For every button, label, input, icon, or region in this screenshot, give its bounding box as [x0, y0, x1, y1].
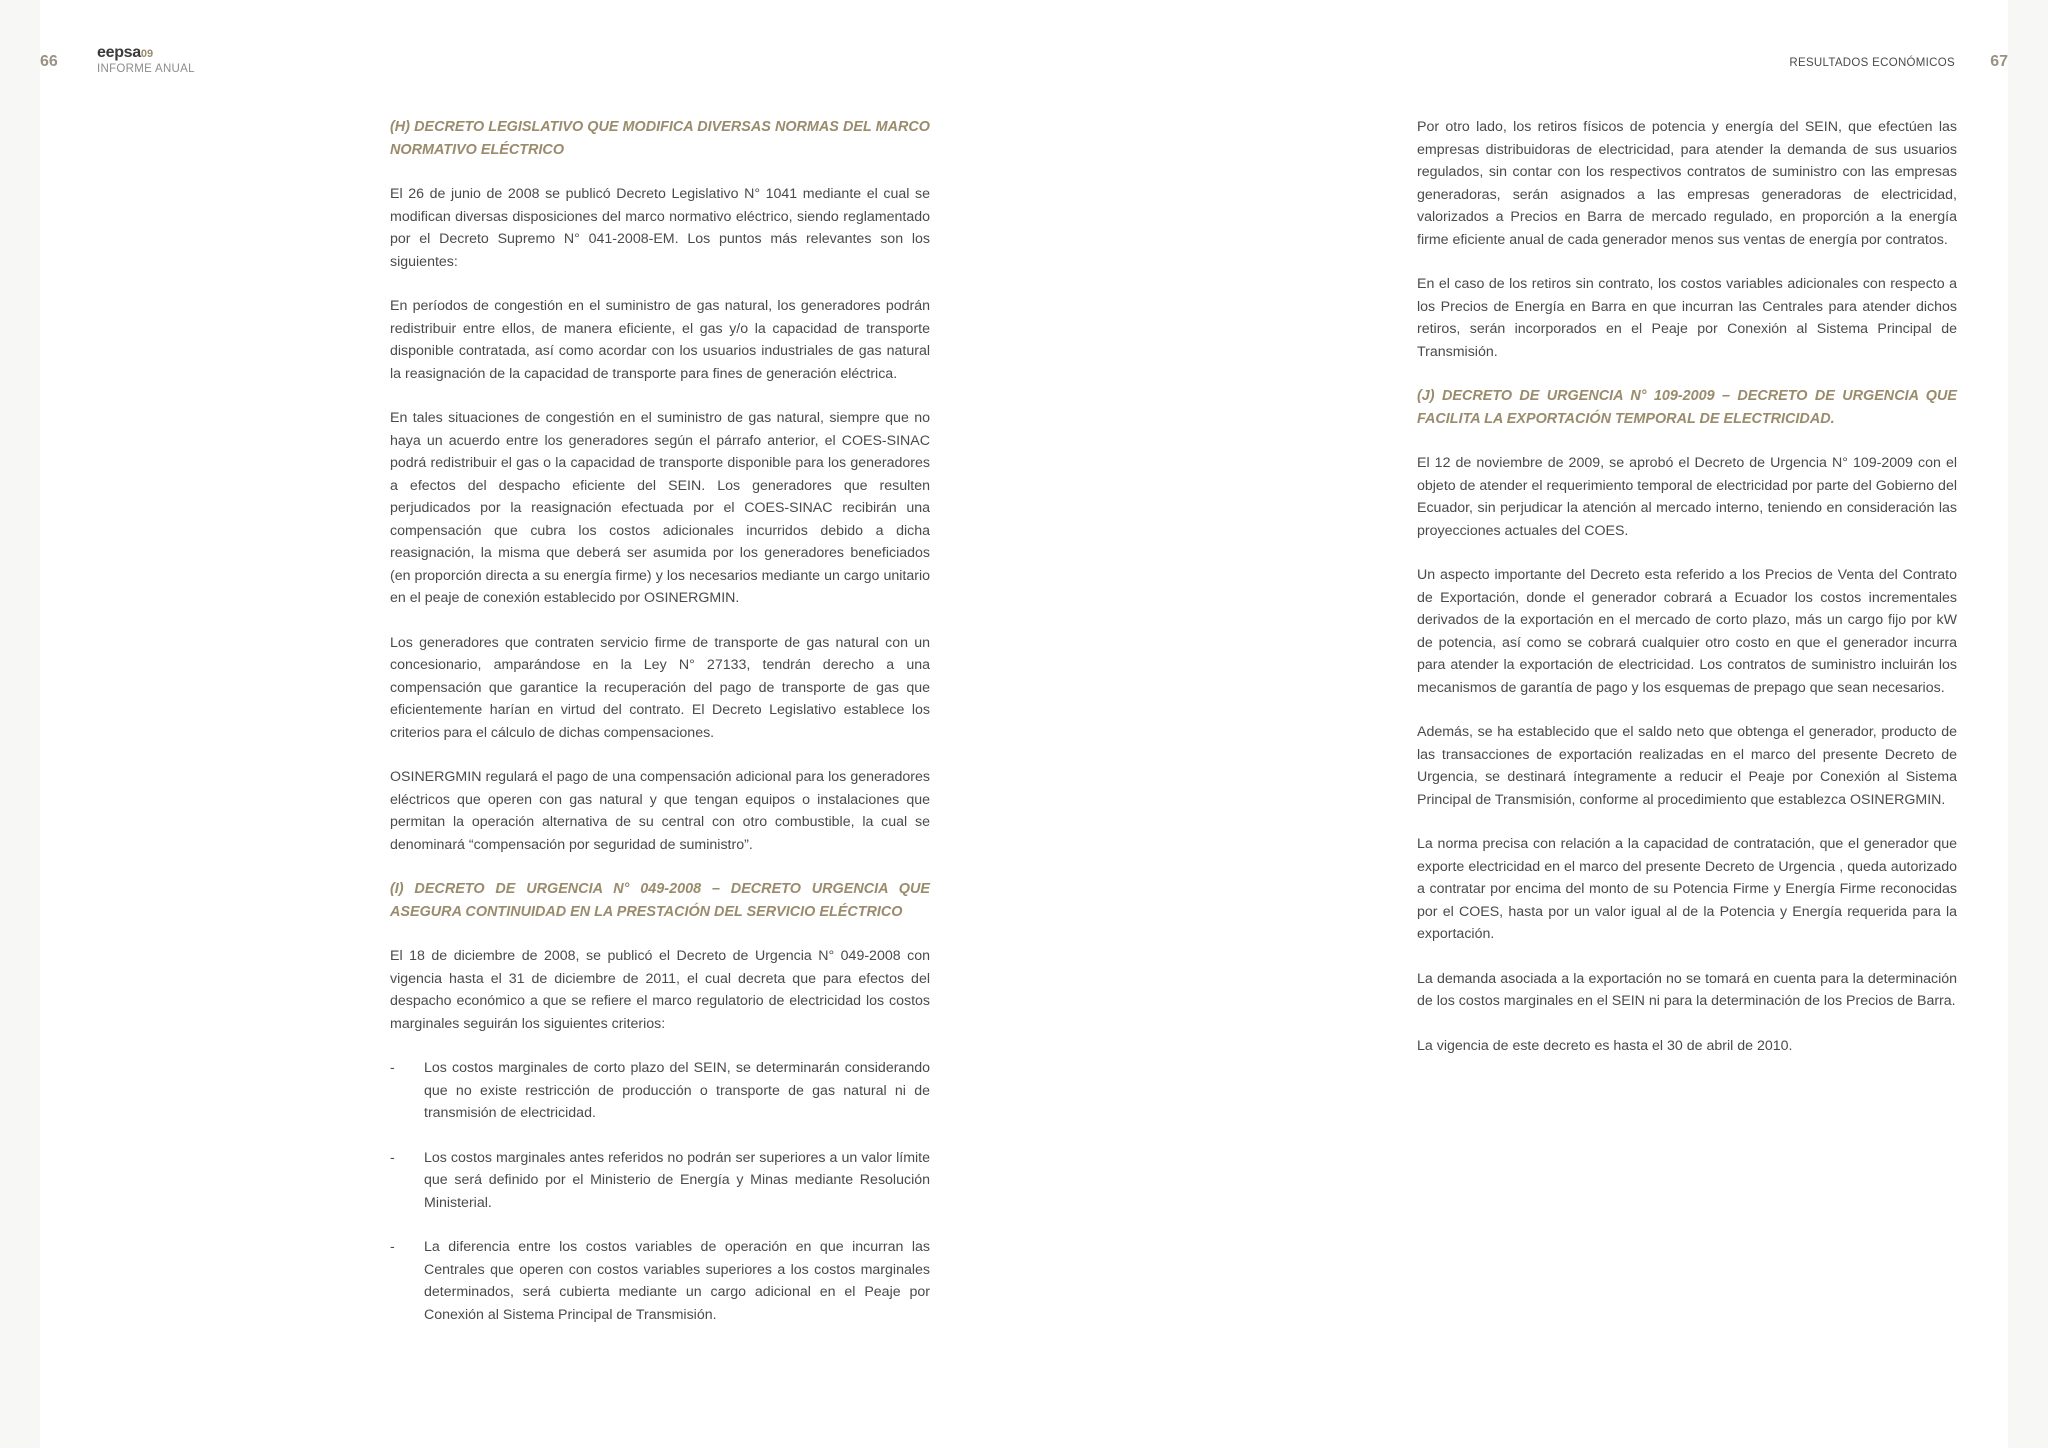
left-page-number: 66 — [40, 53, 58, 70]
paragraph: OSINERGMIN regulará el pago de una compensación adicional para los generadores eléctricos que operen con gas natural y que tengan equipos o instalaciones que permitan la operación alternativa de su central con otro combustible, la cual se denominará “compensación por seguridad de suministro”. — [390, 769, 930, 853]
bullet-dash: - — [390, 1149, 395, 1166]
heading-i: (I) DECRETO DE URGENCIA N° 049-2008 – DECRETO URGENCIA QUE ASEGURA CONTINUIDAD EN LA PRESTACIÓN DEL SERVICIO ELÉCTRICO — [390, 881, 930, 920]
paragraph: La demanda asociada a la exportación no se tomará en cuenta para la determinación de los costos marginales en el SEIN ni para la determinación de los Precios de Barra. — [1417, 970, 1957, 1009]
paragraph: Los generadores que contraten servicio firme de transporte de gas natural con un concesionario, amparándose en la Ley N° 27133, tendrán derecho a una compensación que garantice la recuperación del pago de transporte de gas que eficientemente harían en virtud del contrato. El Decreto Legislativo establece los criterios para el cálculo de dichas compensaciones. — [390, 634, 930, 741]
right-column — [1417, 116, 1957, 1079]
heading-h: (H) DECRETO LEGISLATIVO QUE MODIFICA DIVERSAS NORMAS DEL MARCO NORMATIVO ELÉCTRICO — [390, 119, 930, 158]
paragraph: El 18 de diciembre de 2008, se publicó el Decreto de Urgencia N° 049-2008 con vigencia hasta el 31 de diciembre de 2011, el cual decreta que para efectos del despacho económico a que se refiere el marco regulatorio de electricidad los costos marginales seguirán los siguientes criterios: — [390, 948, 930, 1032]
paragraph: Por otro lado, los retiros físicos de potencia y energía del SEIN, que efectúen las empresas distribuidoras de electricidad, para atender la demanda de sus usuarios regulados, sin contar con los respectivos contratos de suministro con las empresas generadoras, serán asignados a las empresas generadoras de electricidad, valorizados a Precios en Barra de mercado regulado, en proporción a la energía firme eficiente anual de cada generador menos sus ventas de energía por contratos. — [1417, 119, 1957, 248]
heading-j: (J) DECRETO DE URGENCIA N° 109-2009 – DECRETO DE URGENCIA QUE FACILITA LA EXPORTACIÓN TEMPORAL DE ELECTRICIDAD. — [1417, 388, 1957, 427]
left-column — [390, 116, 930, 1348]
paragraph: La norma precisa con relación a la capacidad de contratación, que el generador que exporte electricidad en el marco del presente Decreto de Urgencia , queda autorizado a contratar por encima del monto de su Potencia Firme y Energía Firme reconocidas por el COES, hasta por un valor igual al de la Potencia y Energía requerida para la exportación. — [1417, 836, 1957, 942]
brand-name: eepsa — [97, 44, 141, 61]
criteria-list — [390, 1057, 930, 1326]
list-item-text: Los costos marginales de corto plazo del SEIN, se determinarán considerando que no existe restricción de producción o transporte de gas natural ni de transmisión de electricidad. — [424, 1060, 930, 1121]
list-item-text: La diferencia entre los costos variables de operación en que incurran las Centrales que operen con costos variables superiores a los costos marginales determinados, será cubierta mediante un cargo adicional en el Peaje por Conexión al Sistema Principal de Transmisión. — [424, 1239, 930, 1323]
brand-subtitle: INFORME ANUAL — [97, 63, 195, 75]
list-item-text: Los costos marginales antes referidos no podrán ser superiores a un valor límite que será definido por el Ministerio de Energía y Minas mediante Resolución Ministerial. — [424, 1149, 930, 1211]
paragraph: En el caso de los retiros sin contrato, los costos variables adicionales con respecto a los Precios de Energía en Barra en que incurran las Centrales para atender dichos retiros, serán incorporados en el Peaje por Conexión al Sistema Principal de Transmisión. — [1417, 276, 1957, 360]
list-item — [390, 1057, 930, 1125]
list-item — [390, 1236, 930, 1326]
paragraph: El 12 de noviembre de 2009, se aprobó el Decreto de Urgencia N° 109-2009 con el objeto de atender el requerimiento temporal de electricidad por parte del Gobierno del Ecuador, sin perjudicar la atención al mercado interno, teniendo en consideración las proyecciones actuales del COES. — [1417, 455, 1957, 539]
paragraph: En períodos de congestión en el suministro de gas natural, los generadores podrán redistribuir entre ellos, de manera eficiente, el gas y/o la capacidad de transporte disponible contratada, así como acordar con los usuarios industriales de gas natural la reasignación de la capacidad de transporte para fines de generación eléctrica. — [390, 298, 930, 382]
paragraph: Un aspecto importante del Decreto esta referido a los Precios de Venta del Contrato de Exportación, donde el generador cobrará a Ecuador los costos incrementales derivados de la exportación en el mercado de corto plazo, más un cargo fijo por kW de potencia, así como se cobrará cualquier otro costo en que el generador incurra para atender la exportación de electricidad. Los contratos de suministro incluirán los mecanismos de garantía de pago y los esquemas de prepago que sean necesarios. — [1417, 567, 1957, 696]
paragraph: En tales situaciones de congestión en el suministro de gas natural, siempre que no haya un acuerdo entre los generadores según el párrafo anterior, el COES-SINAC podrá redistribuir el gas o la capacidad de transporte disponible para los generadores a efectos del despacho eficiente del SEIN. Los generadores que resulten perjudicados por la reasignación efectuada por el COES-SINAC recibirán una compensación que cubra los costos adicionales incurridos debido a dicha reasignación, la misma que deberá ser asumida por los generadores beneficiados (en proporción directa a su energía firme) y los necesarios mediante un cargo unitario en el peaje de conexión establecido por OSINERGMIN. — [390, 410, 930, 606]
bullet-dash: - — [390, 1060, 395, 1076]
paragraph: Además, se ha establecido que el saldo neto que obtenga el generador, producto de las transacciones de exportación realizadas en el marco del presente Decreto de Urgencia, se destinará íntegramente a reducir el Peaje por Conexión al Sistema Principal de Transmisión, conforme al procedimiento que establezca OSINERGMIN. — [1417, 724, 1957, 808]
brand-year: 09 — [140, 48, 154, 60]
section-title: RESULTADOS ECONÓMICOS — [1789, 57, 1955, 69]
right-page-number: 67 — [1990, 53, 2008, 70]
paragraph: El 26 de junio de 2008 se publicó Decreto Legislativo N° 1041 mediante el cual se modifican diversas disposiciones del marco normativo eléctrico, siendo reglamentado por el Decreto Supremo N° 041-2008-EM. Los puntos más relevantes son los siguientes: — [390, 186, 930, 270]
paragraph: La vigencia de este decreto es hasta el 30 de abril de 2010. — [1417, 1037, 1793, 1054]
bullet-dash: - — [390, 1239, 395, 1255]
list-item — [390, 1147, 930, 1215]
brand-logo — [97, 44, 195, 75]
